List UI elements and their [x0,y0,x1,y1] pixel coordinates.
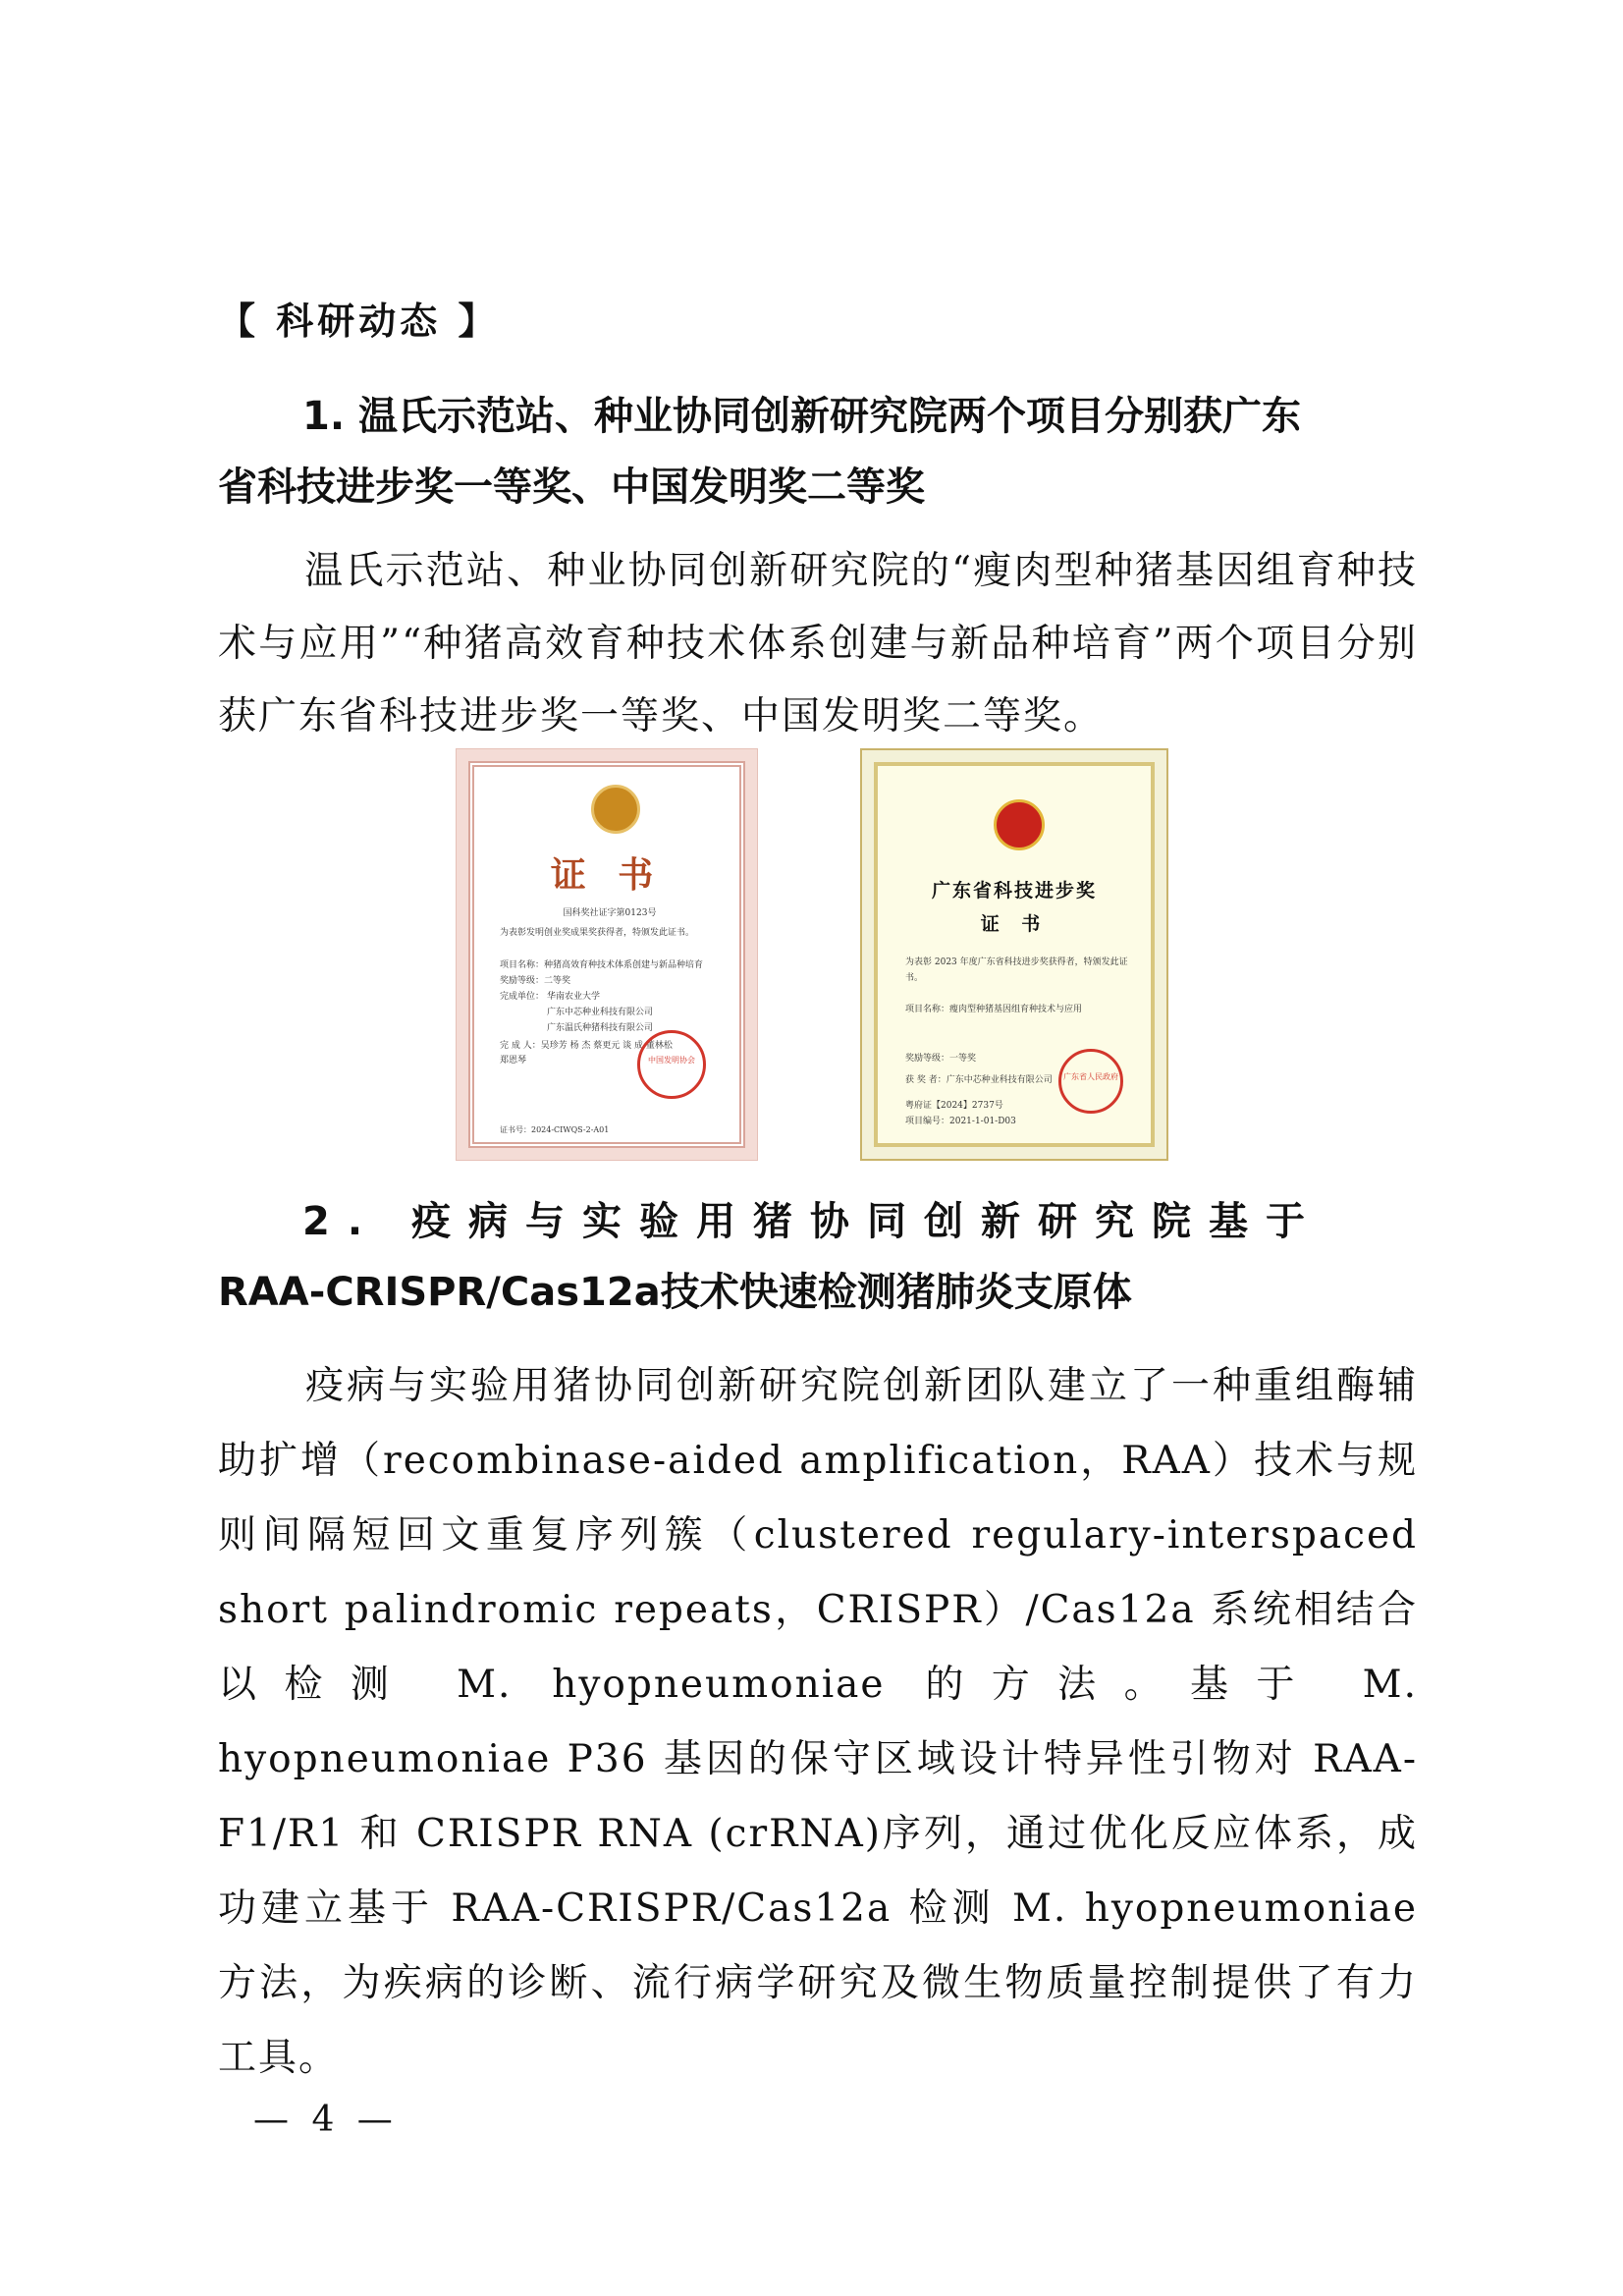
item-2-body-text: 疫病与实验用猪协同创新研究院创新团队建立了一种重组酶辅助扩增（recombinase-aided amplification，RAA）技术与规则间隔短回文重复序列簇（clustered regulary-interspaced short palindromic repeats，CRISPR）/Cas12a 系统相结合以检测 M. hyopneumoniae 的方法。基于 M. hyopneumoniae P36 基因的保守区域设计特异性引物对 RAA-F1/R1 和 CRISPR RNA (crRNA)序列，通过优化反应体系，成功建立基于 RAA-CRISPR/Cas12a 检测 M. hyopneumoniae 方法，为疾病的诊断、流行病学研究及微生物质量控制提供了有力工具。 [218,1364,1418,2080]
certificate-ref-no: 粤府证【2024】2737号 [905,1101,1003,1111]
seal-text: 中国发明协会 [648,1056,695,1065]
certificate-frame [468,761,745,1148]
certificate-title: 证 书 [550,855,664,896]
certificate-ref-no: 国科奖社证字第0123号 [563,908,657,918]
certificate-unit-1: 华南农业大学 [547,992,601,1002]
certificate-frame [874,762,1155,1147]
item-2-heading [218,1186,1416,1328]
national-emblem-icon [994,799,1045,850]
certificate-subtitle: 证 书 [980,913,1049,935]
item-2-heading-line2: RAA-CRISPR/Cas12a技术快速检测猪肺炎支原体 [218,1270,1132,1315]
red-seal-icon [1058,1049,1123,1114]
certificate-unit-2: 广东中芯种业科技有限公司 [547,1008,654,1017]
certificate-unit-3: 广东温氏种猪科技有限公司 [547,1023,654,1033]
certificate-grade: 奖励等级：二等奖 [500,976,571,986]
certificate-invention-award [456,748,758,1161]
certificate-guangdong-award [860,748,1168,1161]
certificate-project: 项目名称：种猪高效育种技术体系创建与新品种培育 [500,960,704,970]
certificate-intro: 为表彰发明创业奖成果奖获得者，特颁发此证书。 [500,928,695,938]
certificate-intro: 为表彰 2023 年度广东省科技进步奖获得者，特颁发此证书。 [905,957,1128,983]
certificate-no: 证书号：2024-CIWQS-2-A01 [500,1125,610,1134]
seal-text: 广东省人民政府 [1063,1072,1118,1081]
item-1-heading [218,381,1416,522]
certificate-title: 广东省科技进步奖 [931,880,1097,902]
item-1-body [218,535,1418,753]
item-1-heading-line2: 省科技进步奖一等奖、中国发明奖二等奖 [218,465,925,510]
association-logo-icon [591,785,640,834]
item-2-heading-line1: 2. 疫病与实验用猪协同创新研究院基于 [302,1199,1323,1244]
red-seal-icon [637,1030,706,1099]
certificate-unit-label: 完成单位： [500,992,545,1002]
section-tag: 【 科研动态 】 [218,299,500,343]
item-2-body [218,1349,1418,2096]
page-number: — 4 — [253,2100,399,2140]
certificate-grade: 奖励等级：一等奖 [905,1054,977,1064]
certificate-people: 完 成 人：吴珍芳 杨 杰 蔡更元 谈 成 董林松 郑恩琴 [500,1041,673,1066]
item-1-heading-line1: 1. 温氏示范站、种业协同创新研究院两个项目分别获广东 [302,394,1301,439]
certificate-project: 项目名称：瘦肉型种猪基因组育种技术与应用 [905,1005,1083,1014]
item-1-body-text: 温氏示范站、种业协同创新研究院的“瘦肉型种猪基因组育种技术与应用”“种猪高效育种技术体系创建与新品种培育”两个项目分别获广东省科技进步奖一等奖、中国发明奖二等奖。 [218,549,1418,738]
certificate-project-no: 项目编号：2021-1-01-D03 [905,1117,1016,1126]
certificate-winner: 获 奖 者：广东中芯种业科技有限公司 [905,1075,1053,1085]
